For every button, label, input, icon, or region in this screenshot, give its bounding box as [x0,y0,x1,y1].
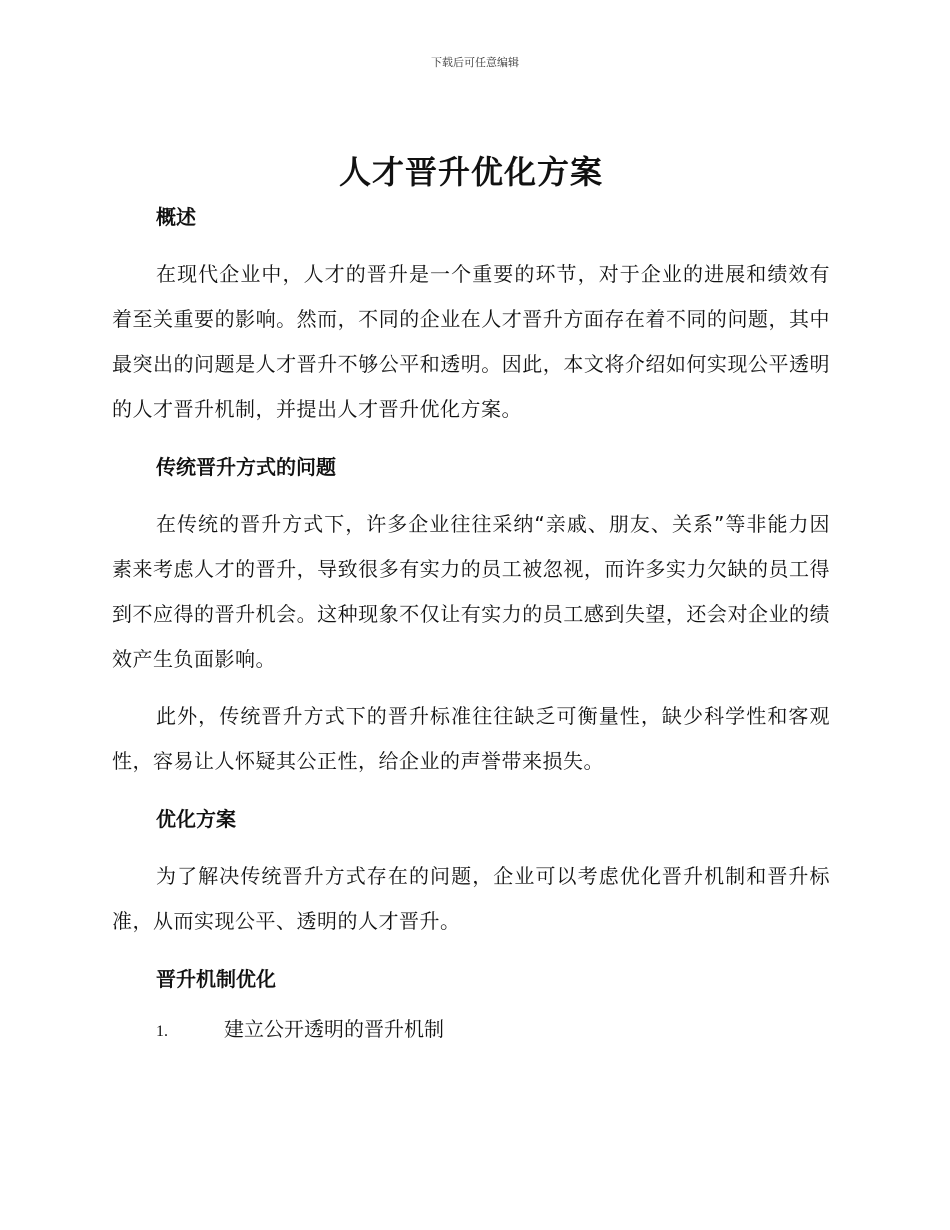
paragraph: 在现代企业中，人才的晋升是一个重要的环节，对于企业的进展和绩效有着至关重要的影响。然而，不同的企业在人才晋升方面存在着不同的问题，其中最突出的问题是人才晋升不够公平和透明。因此，本文将介绍如何实现公平透明的人才晋升机制，并提出人才晋升优化方案。 [112,262,830,421]
document-body [112,150,830,1047]
document-title: 人才晋升优化方案 [338,153,603,191]
list-text: 建立公开透明的晋升机制 [224,1017,444,1041]
section-heading-mechanism: 晋升机制优化 [156,967,276,991]
paragraph: 为了解决传统晋升方式存在的问题，企业可以考虑优化晋升机制和晋升标准，从而实现公平、透明的人才晋升。 [112,864,830,933]
list-number: 1. [156,1023,168,1040]
list-item [112,1014,830,1047]
section-heading-optimization: 优化方案 [156,807,236,831]
paragraph: 此外，传统晋升方式下的晋升标准往往缺乏可衡量性，缺少科学性和客观性，容易让人怀疑其公正性，给企业的声誉带来损失。 [112,704,830,773]
paragraph: 在传统的晋升方式下，许多企业往往采纳“亲戚、朋友、关系”等非能力因素来考虑人才的晋升，导致很多有实力的员工被忽视，而许多实力欠缺的员工得到不应得的晋升机会。这种现象不仅让有实力的员工感到失望，还会对企业的绩效产生负面影响。 [112,512,830,671]
header-note: 下载后可任意编辑 [431,56,519,69]
section-heading-overview: 概述 [156,205,196,229]
section-heading-traditional: 传统晋升方式的问题 [156,455,336,479]
